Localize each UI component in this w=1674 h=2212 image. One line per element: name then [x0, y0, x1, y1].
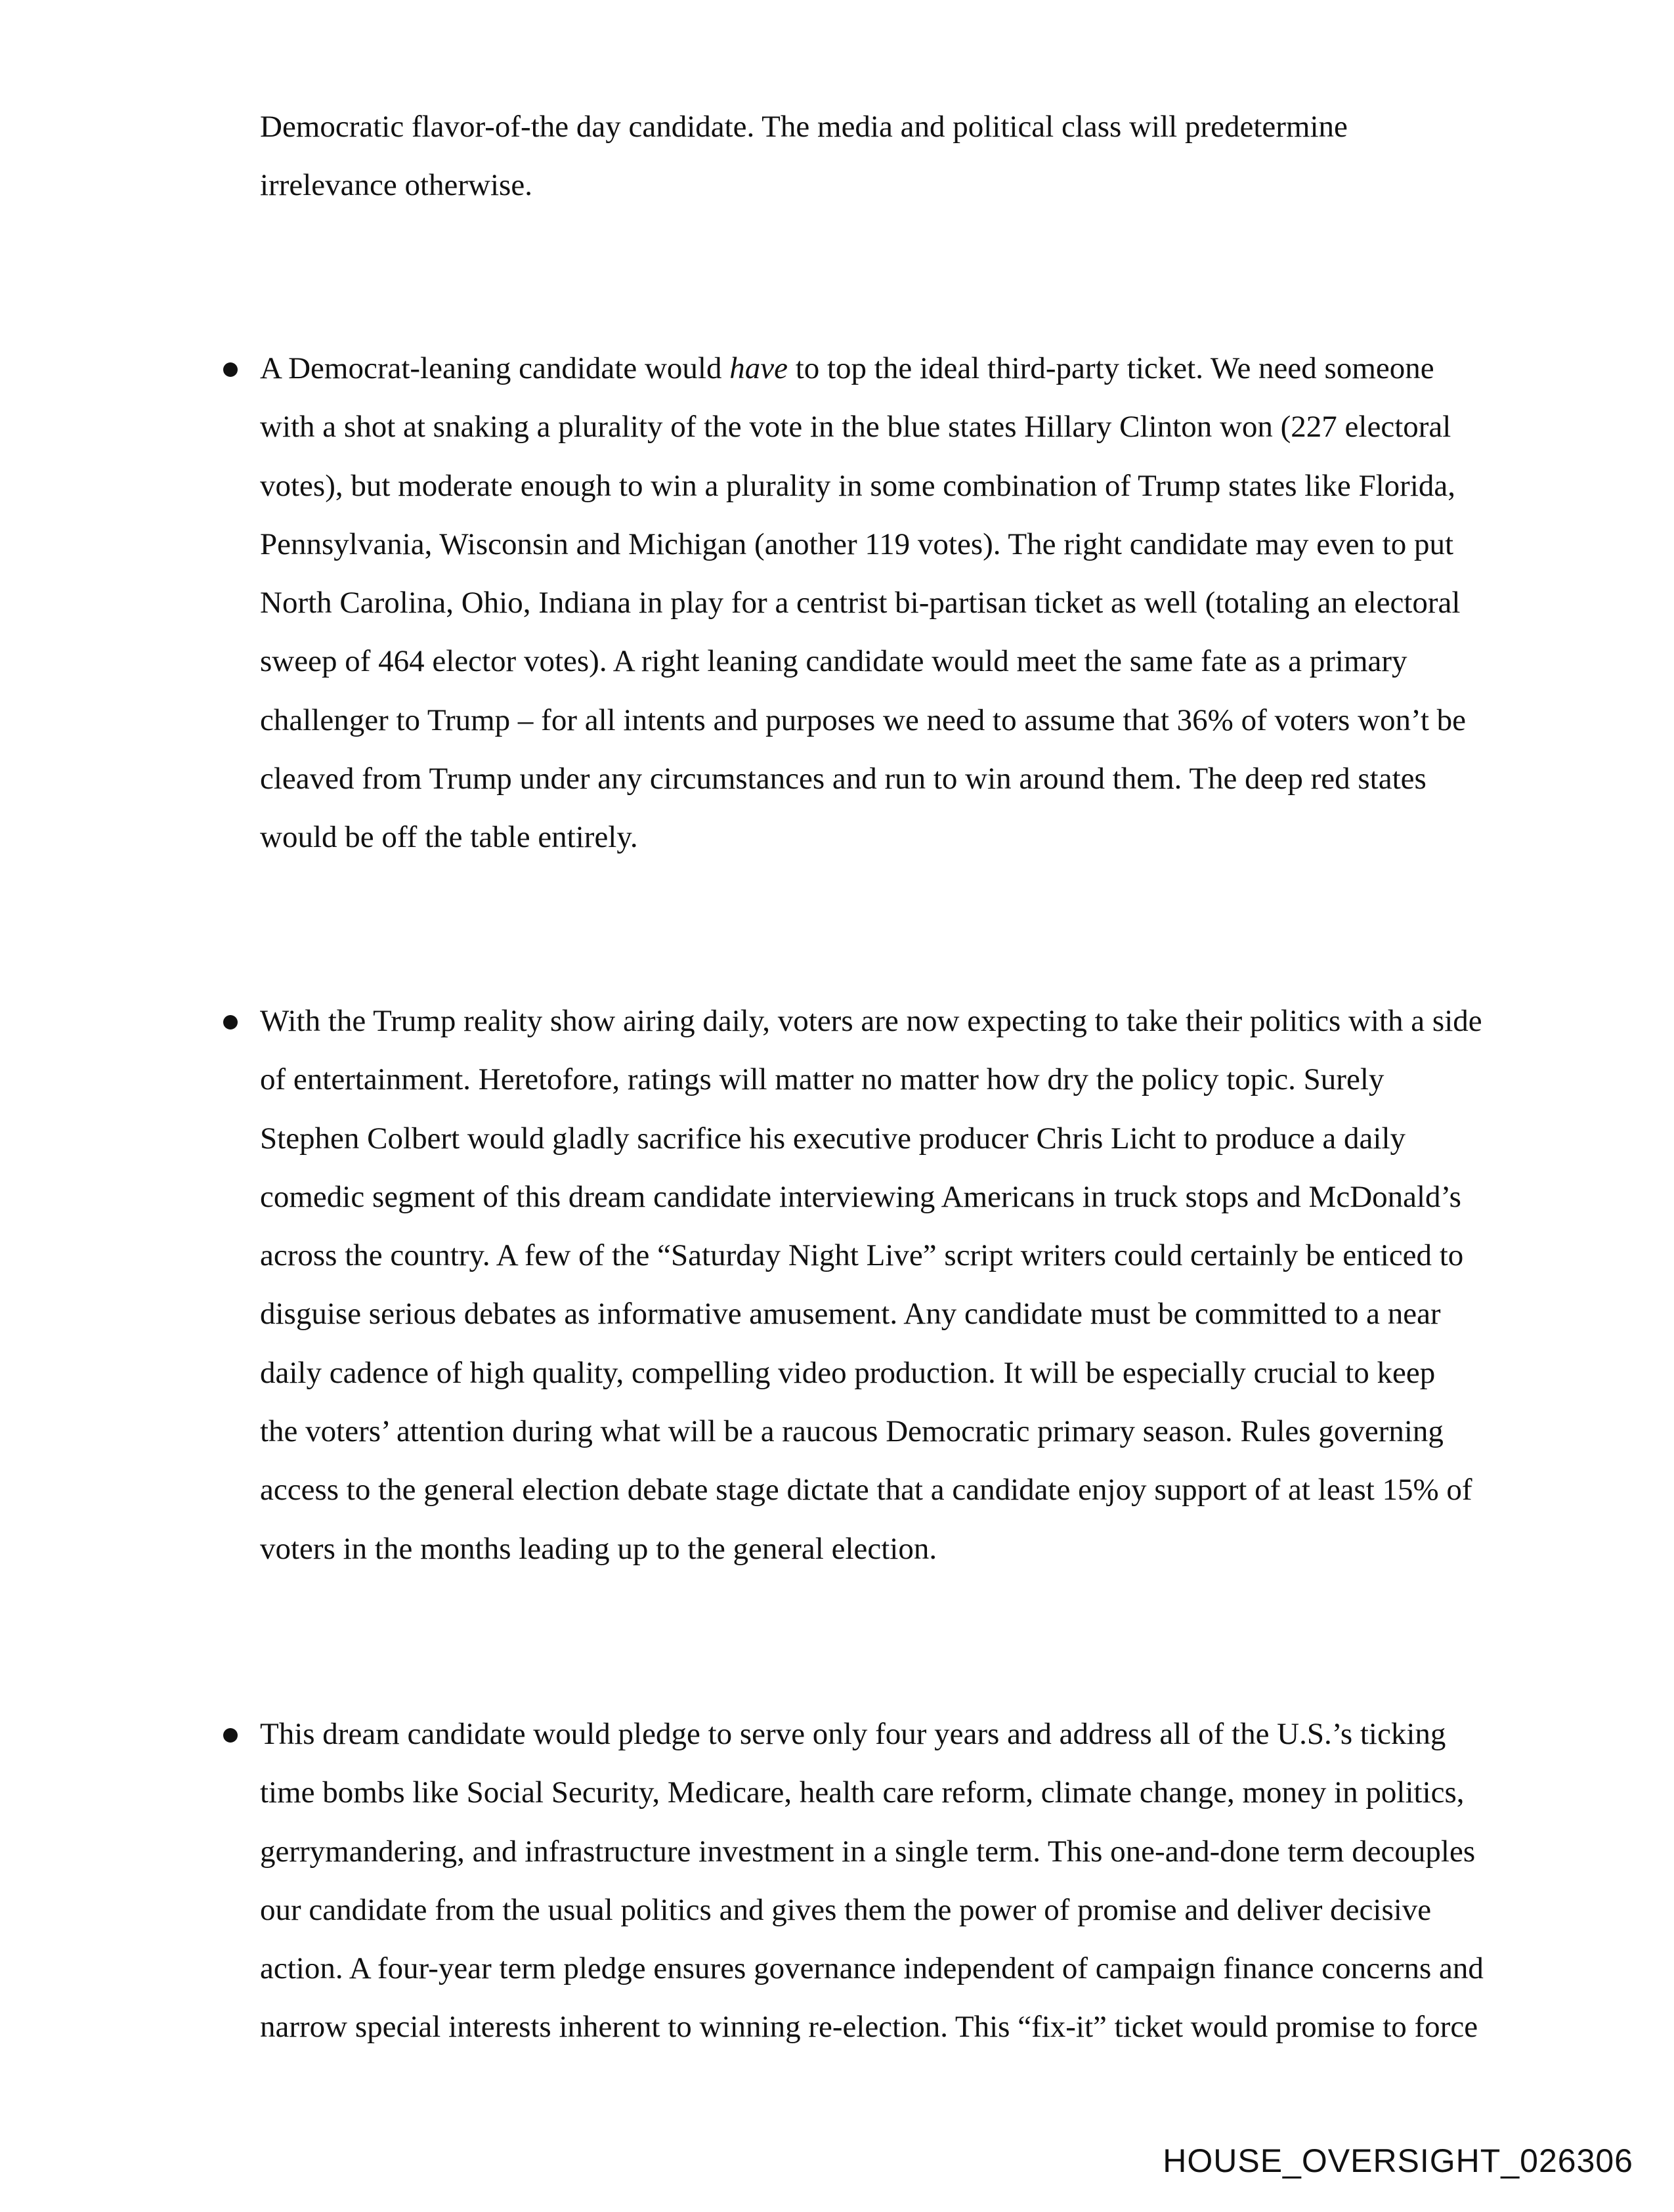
text-line: Stephen Colbert would gladly sacrifice his executive producer Chris Licht to produce a daily — [260, 1121, 1406, 1156]
text-line: our candidate from the usual politics and gives them the power of promise and deliver decisive — [260, 1892, 1432, 1927]
bullet-paragraph-2 — [260, 992, 1482, 1578]
text-line: would be off the table entirely. — [260, 820, 638, 855]
text-line: North Carolina, Ohio, Indiana in play for a centrist bi-partisan ticket as well (totaling an electoral — [260, 586, 1461, 620]
text-line: irrelevance otherwise. — [260, 168, 532, 203]
emphasis-text: have — [729, 351, 788, 385]
text-line: challenger to Trump – for all intents and purposes we need to assume that 36% of voters won’t be — [260, 703, 1466, 737]
text-line: With the Trump reality show airing daily, voters are now expecting to take their politics with a side — [260, 1004, 1482, 1038]
text-line: narrow special interests inherent to winning re-election. This “fix-it” ticket would promise to force — [260, 2010, 1478, 2045]
text-line: votes), but moderate enough to win a plurality in some combination of Trump states like Florida, — [260, 468, 1455, 503]
bullet-icon — [223, 1728, 238, 1743]
text-line: daily cadence of high quality, compelling video production. It will be especially crucial to keep — [260, 1355, 1436, 1390]
bates-number: HOUSE_OVERSIGHT_026306 — [1163, 2142, 1633, 2179]
text-line: cleaved from Trump under any circumstances and run to win around them. The deep red states — [260, 762, 1427, 796]
text-line: time bombs like Social Security, Medicare, health care reform, climate change, money in politics, — [260, 1775, 1465, 1810]
text-line: sweep of 464 elector votes). A right leaning candidate would meet the same fate as a primary — [260, 644, 1407, 679]
text-line: of entertainment. Heretofore, ratings will matter no matter how dry the policy topic. Surely — [260, 1062, 1384, 1097]
text-line: gerrymandering, and infrastructure investment in a single term. This one-and-done term decouples — [260, 1834, 1476, 1869]
text-line: Pennsylvania, Wisconsin and Michigan (another 119 votes). The right candidate may even to put — [260, 527, 1454, 561]
text-segment: to top the ideal third-party ticket. We need someone — [787, 351, 1434, 385]
bullet-paragraph-1 — [260, 339, 1466, 867]
bullet-icon — [223, 362, 238, 377]
text-line: the voters’ attention during what will be a raucous Democratic primary season. Rules governing — [260, 1414, 1444, 1449]
text-line: with a shot at snaking a plurality of the vote in the blue states Hillary Clinton won (227 electoral — [260, 410, 1451, 445]
text-line: across the country. A few of the “Saturday Night Live” script writers could certainly be enticed to — [260, 1238, 1464, 1273]
text-line: comedic segment of this dream candidate interviewing Americans in truck stops and McDonald’s — [260, 1179, 1461, 1214]
bullet-paragraph-3 — [260, 1705, 1484, 2057]
text-line: disguise serious debates as informative amusement. Any candidate must be committed to a near — [260, 1297, 1441, 1332]
text-line: action. A four-year term pledge ensures governance independent of campaign finance concerns and — [260, 1951, 1484, 1986]
text-line: This dream candidate would pledge to serve only four years and address all of the U.S.’s ticking — [260, 1717, 1446, 1751]
text-line: access to the general election debate stage dictate that a candidate enjoy support of at least 15% of — [260, 1473, 1472, 1507]
intro-paragraph — [260, 98, 1348, 215]
text-segment: A Democrat-leaning candidate would — [260, 351, 730, 385]
text-line: Democratic flavor-of-the day candidate. The media and political class will predetermine — [260, 110, 1348, 144]
text-line — [260, 339, 1466, 398]
bullet-icon — [223, 1015, 238, 1030]
text-line: voters in the months leading up to the general election. — [260, 1531, 937, 1566]
